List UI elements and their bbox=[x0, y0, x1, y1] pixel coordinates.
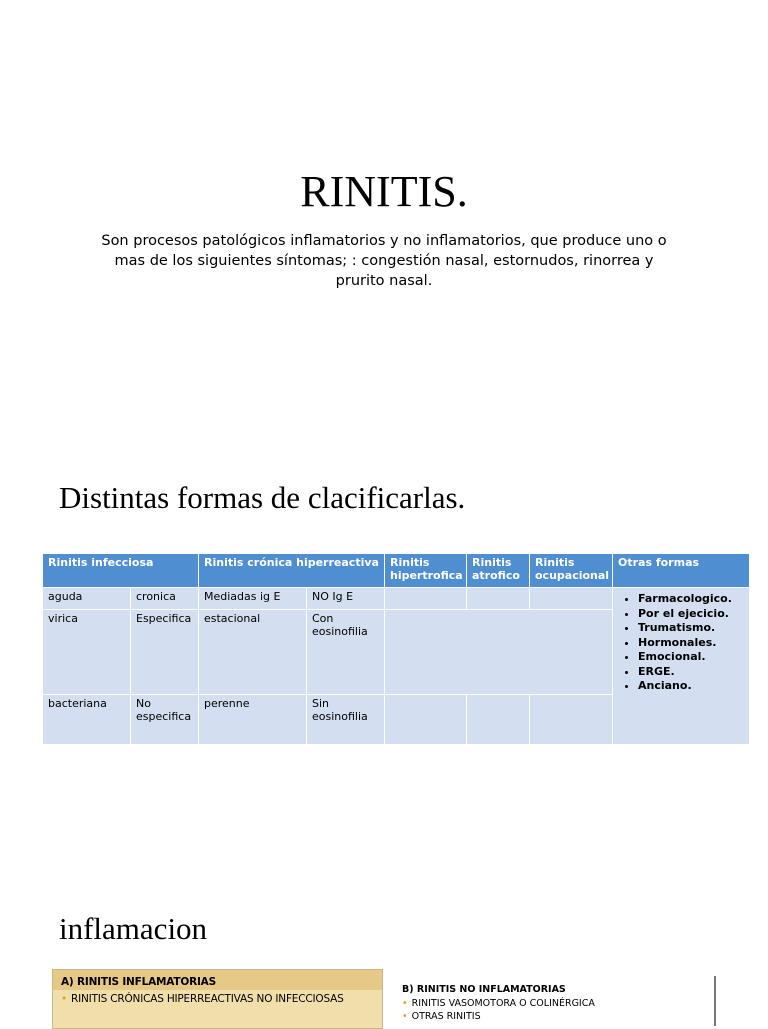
otras-formas-list bbox=[618, 592, 744, 694]
table-row bbox=[43, 588, 750, 610]
table-cell: NO Ig E bbox=[307, 588, 385, 610]
header-infecciosa: Rinitis infecciosa bbox=[43, 554, 199, 588]
table-cell-empty bbox=[467, 588, 530, 610]
inflamatorias-image bbox=[52, 969, 383, 1029]
table-cell-empty bbox=[385, 588, 467, 610]
otras-formas-cell bbox=[613, 588, 750, 745]
inflamatorias-header: A) RINITIS INFLAMATORIAS bbox=[53, 970, 382, 990]
header-otras-formas: Otras formas bbox=[613, 554, 750, 588]
no-inflamatorias-line-text: OTRAS RINITIS bbox=[411, 1011, 481, 1022]
table-cell: Con eosinofilia bbox=[307, 610, 385, 695]
table-cell: bacteriana bbox=[43, 695, 131, 745]
list-item: • Farmacologico. bbox=[638, 592, 744, 607]
list-item: • Por el ejecicio. bbox=[638, 607, 744, 622]
bullet-icon: • bbox=[61, 993, 67, 1005]
no-inflamatorias-header: B) RINITIS NO INFLAMATORIAS bbox=[402, 984, 566, 995]
table-header-row bbox=[43, 554, 750, 588]
table-cell: virica bbox=[43, 610, 131, 695]
table-cell-empty bbox=[530, 588, 613, 610]
table-cell: aguda bbox=[43, 588, 131, 610]
table-cell: No especifica bbox=[131, 695, 199, 745]
table-cell: estacional bbox=[199, 610, 307, 695]
header-hipertrofica: Rinitis hipertrofica bbox=[385, 554, 467, 588]
table-cell: Sin eosinofilia bbox=[307, 695, 385, 745]
list-item: • Trumatismo. bbox=[638, 621, 744, 636]
table-cell-empty bbox=[385, 610, 613, 695]
classification-table bbox=[42, 553, 750, 745]
page-title: RINITIS. bbox=[300, 167, 468, 216]
table-cell-empty bbox=[530, 695, 613, 745]
table-cell-empty bbox=[385, 695, 467, 745]
no-inflamatorias-line bbox=[398, 997, 714, 1010]
bullet-icon: • bbox=[402, 998, 408, 1009]
page-subtitle: Son procesos patológicos inflamatorios y no inflamatorios, que produce uno o mas de los siguientes síntomas; : congestión nasal, estornudos, rinorrea y prurito nasal. bbox=[101, 233, 667, 289]
list-item: • Anciano. bbox=[638, 679, 744, 694]
inflamacion-heading: inflamacion bbox=[59, 911, 208, 946]
list-item: • Hormonales. bbox=[638, 636, 744, 651]
table-cell: Mediadas ig E bbox=[199, 588, 307, 610]
table-cell: cronica bbox=[131, 588, 199, 610]
no-inflamatorias-image bbox=[398, 976, 716, 1026]
header-ocupacional: Rinitis ocupacional bbox=[530, 554, 613, 588]
no-inflamatorias-line-text: RINITIS VASOMOTORA O COLINÉRGICA bbox=[411, 998, 595, 1009]
no-inflamatorias-line bbox=[398, 1010, 714, 1023]
table-cell: perenne bbox=[199, 695, 307, 745]
inflamatorias-line-text: RINITIS CRÓNICAS HIPERREACTIVAS NO INFECCIOSAS bbox=[71, 993, 344, 1005]
table-cell-empty bbox=[467, 695, 530, 745]
inflamatorias-line bbox=[53, 990, 382, 1008]
bullet-icon: • bbox=[402, 1011, 408, 1022]
table-cell: Especifica bbox=[131, 610, 199, 695]
header-atrofico: Rinitis atrofico bbox=[467, 554, 530, 588]
classification-heading: Distintas formas de clacificarlas. bbox=[59, 480, 466, 515]
header-cronica-hiperreactiva: Rinitis crónica hiperreactiva bbox=[199, 554, 385, 588]
list-item: • Emocional. bbox=[638, 650, 744, 665]
list-item: • ERGE. bbox=[638, 665, 744, 680]
